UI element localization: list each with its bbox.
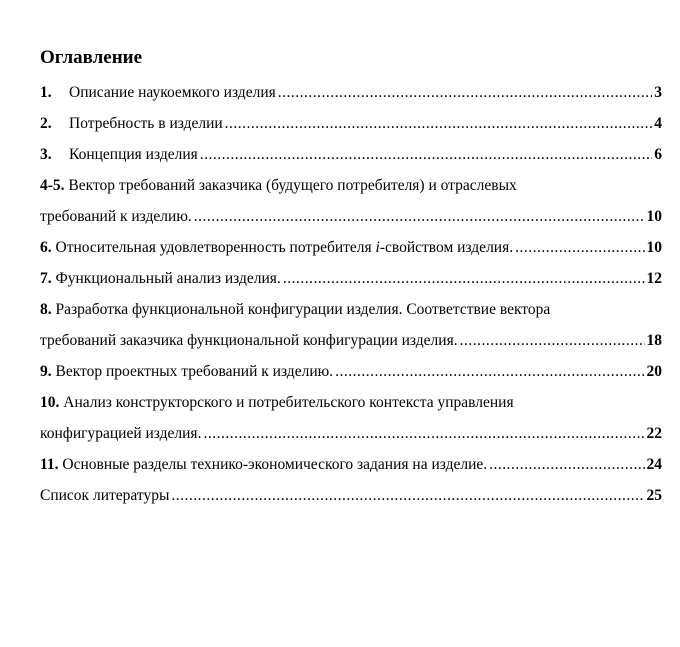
toc-dot-leader (200, 139, 653, 170)
toc-entry-number: 7. (40, 270, 52, 287)
toc-dot-leader (278, 77, 653, 108)
toc-dot-leader (171, 480, 644, 511)
toc-entry[interactable] (40, 232, 662, 263)
toc-entry-number: 4-5. (40, 177, 65, 194)
toc-page-number: 10 (646, 239, 662, 256)
toc-page-number: 20 (646, 363, 662, 380)
toc-entry-label: Список литературы (40, 487, 170, 504)
toc-line (40, 325, 662, 356)
toc-entry[interactable] (40, 449, 662, 480)
toc-entry-label-continued: требований к изделию. (40, 208, 192, 225)
toc-line (40, 201, 662, 232)
toc-dot-leader (515, 232, 644, 263)
toc-page (40, 46, 662, 511)
toc-line (40, 418, 662, 449)
toc-entry-label: Вектор проектных требований к изделию. (55, 363, 334, 380)
toc-page-number: 22 (646, 425, 662, 442)
toc-line (40, 263, 662, 294)
toc-line (40, 77, 662, 108)
toc-page-number: 6 (654, 146, 662, 163)
toc-dot-leader (460, 325, 645, 356)
toc-line (40, 139, 662, 170)
toc-entry-text (40, 139, 198, 170)
toc-entry-text (40, 108, 223, 139)
toc-entry-label: Разработка функциональной конфигурации изделия. Соответствие вектора (55, 301, 551, 318)
toc-entry[interactable] (40, 170, 662, 232)
toc-line (40, 356, 662, 387)
toc-entry-label: Основные разделы технико-экономического задания на изделие. (62, 456, 488, 473)
toc-entry[interactable] (40, 108, 662, 139)
toc-entry[interactable] (40, 263, 662, 294)
toc-line (40, 232, 662, 263)
toc-page-number: 24 (646, 456, 662, 473)
toc-dot-leader (283, 263, 645, 294)
toc-entry-label-continued: требований заказчика функциональной конфигурации изделия. (40, 332, 458, 349)
toc-entry-text (40, 294, 550, 325)
toc-entry[interactable] (40, 139, 662, 170)
toc-page-number: 10 (646, 208, 662, 225)
toc-title: Оглавление (40, 47, 143, 68)
toc-entry-label: Анализ конструкторского и потребительского контекста управления (63, 394, 514, 411)
toc-entry[interactable] (40, 356, 662, 387)
toc-dot-leader (335, 356, 644, 387)
toc-entry[interactable] (40, 77, 662, 108)
toc-dot-leader (489, 449, 644, 480)
toc-line (40, 108, 662, 139)
toc-entry-text (40, 170, 517, 201)
toc-entry-text (40, 449, 487, 480)
toc-entry-label: Относительная удовлетворенность потребителя (55, 239, 376, 256)
toc-entry-text (40, 263, 281, 294)
toc-line (40, 480, 662, 511)
toc-entry-text (40, 77, 276, 108)
toc-dot-leader (225, 108, 653, 139)
toc-entry-label: Функциональный анализ изделия. (55, 270, 281, 287)
toc-page-number: 18 (646, 332, 662, 349)
toc-entry-number: 8. (40, 301, 52, 318)
toc-page-number: 4 (654, 115, 662, 132)
toc-entry-number: 2. (40, 115, 52, 132)
toc-entry-text (40, 356, 333, 387)
toc-entry-label: Описание наукоемкого изделия (69, 84, 276, 101)
toc-page-number: 25 (646, 487, 662, 504)
toc-page-number: 12 (646, 270, 662, 287)
toc-entry-number: 11. (40, 456, 59, 473)
toc-entry-text (40, 387, 514, 418)
toc-entry-number: 10. (40, 394, 60, 411)
toc-entry-number: 1. (40, 84, 52, 101)
toc-entry-number: 6. (40, 239, 52, 256)
toc-line (40, 387, 662, 418)
toc-entry-label-continued: конфигурацией изделия. (40, 425, 202, 442)
toc-line (40, 449, 662, 480)
toc-entry-label: Вектор требований заказчика (будущего потребителя) и отраслевых (68, 177, 517, 194)
toc-entry-number: 9. (40, 363, 52, 380)
toc-dot-leader (203, 418, 644, 449)
toc-entry-number: 3. (40, 146, 52, 163)
toc-dot-leader (194, 201, 645, 232)
toc-line (40, 170, 662, 201)
toc-entry-label-suffix: -свойством изделия. (379, 239, 514, 256)
toc-entry-label-italic: i (375, 239, 380, 256)
toc-page-number: 3 (654, 84, 662, 101)
toc-entry-label: Потребность в изделии (69, 115, 223, 132)
toc-entry[interactable] (40, 294, 662, 356)
toc-entry-text (40, 232, 513, 263)
toc-entry[interactable] (40, 387, 662, 449)
toc-entry-label: Концепция изделия (69, 146, 198, 163)
toc-line (40, 294, 662, 325)
toc-entry-references[interactable] (40, 480, 662, 511)
